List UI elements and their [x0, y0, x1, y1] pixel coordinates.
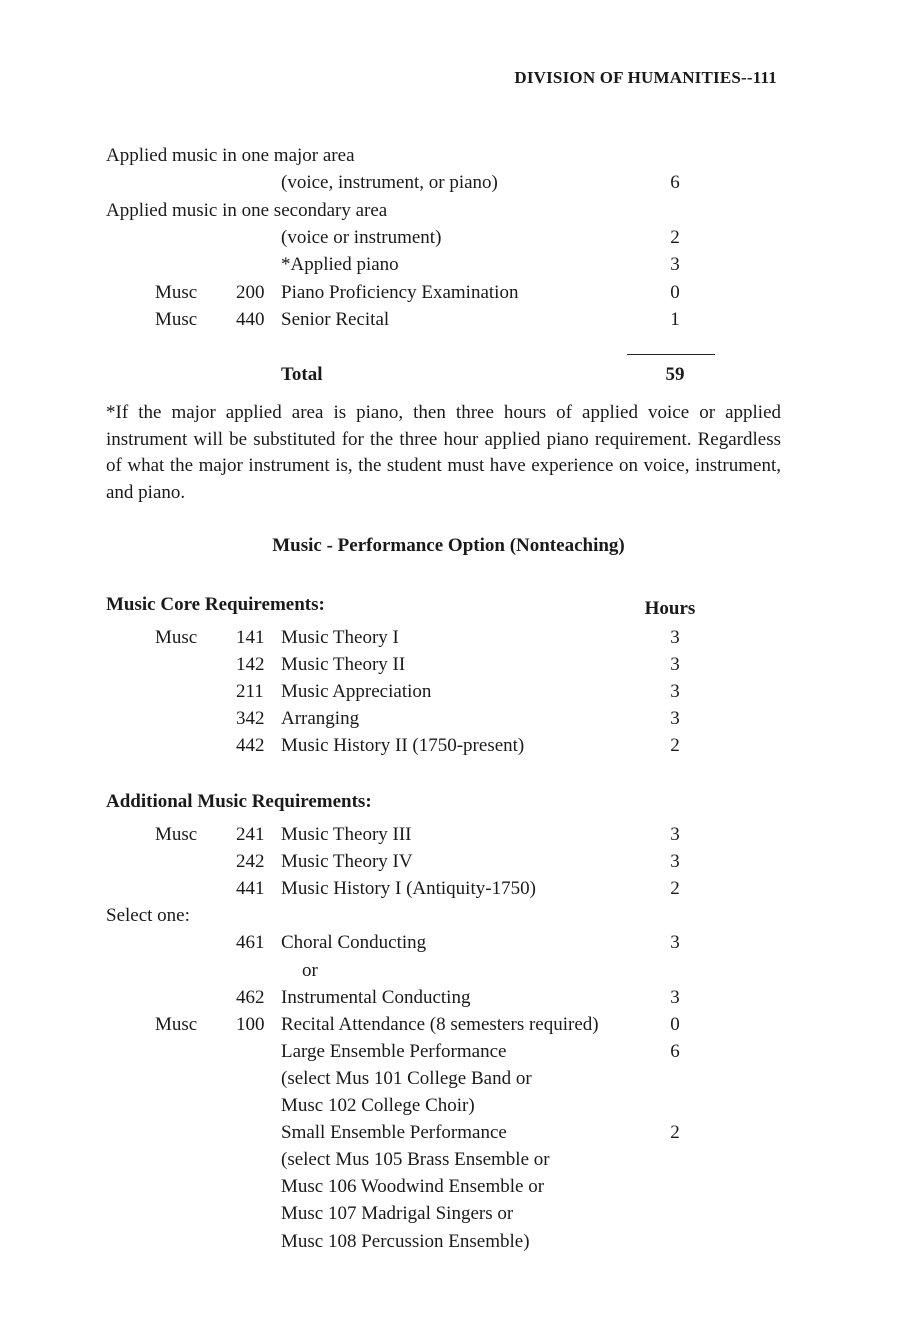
course-number: 462: [236, 986, 265, 1008]
table-row: [0, 1201, 897, 1227]
course-hours: 3: [670, 254, 680, 276]
course-title: (voice, instrument, or piano): [281, 172, 498, 194]
course-hours: 3: [670, 986, 680, 1008]
table-row: [0, 822, 897, 848]
or-separator: or: [302, 959, 318, 981]
course-title: Arranging: [281, 708, 360, 729]
course-title: Music Theory II: [281, 654, 406, 675]
table-row: [0, 1039, 897, 1065]
total-row: [0, 362, 897, 388]
course-hours: 6: [670, 1040, 680, 1062]
course-hours: 2: [670, 735, 680, 756]
course-hours: 6: [670, 172, 680, 194]
course-hours: 3: [670, 851, 680, 873]
table-row: [0, 1174, 897, 1200]
core-requirements-title: Music Core Requirements:: [106, 594, 325, 615]
course-hours: 0: [670, 281, 680, 303]
table-row: [0, 225, 897, 251]
course-dept: Musc: [155, 824, 198, 845]
course-hours: 2: [670, 226, 680, 248]
additional-requirements-title: Additional Music Requirements:: [106, 791, 372, 812]
table-row: [0, 1093, 897, 1119]
row-label: Select one:: [106, 905, 190, 927]
table-row: [0, 1120, 897, 1146]
course-title: *Applied piano: [281, 254, 399, 276]
course-hours: 3: [670, 708, 680, 729]
page-header: DIVISION OF HUMANITIES--111: [514, 68, 777, 87]
total-label: Total: [281, 364, 323, 385]
course-number: 441: [236, 878, 265, 900]
course-number: 442: [236, 735, 265, 756]
course-title: Musc 107 Madrigal Singers or: [281, 1203, 514, 1225]
table-row: [0, 652, 897, 678]
course-hours: 3: [670, 654, 680, 675]
course-number: 461: [236, 932, 265, 954]
course-hours: 3: [670, 932, 680, 954]
course-title: Music Theory IV: [281, 851, 413, 873]
course-title: Music Theory III: [281, 824, 412, 845]
course-dept: Musc: [155, 1013, 198, 1035]
table-row: [0, 1229, 897, 1255]
table-row: [0, 307, 897, 333]
total-hours: 59: [665, 364, 685, 385]
course-title: Musc 108 Percussion Ensemble): [281, 1230, 530, 1252]
course-number: 142: [236, 654, 265, 675]
table-row: [0, 876, 897, 902]
table-row: [0, 706, 897, 732]
course-title: Small Ensemble Performance: [281, 1122, 507, 1144]
course-title: (voice or instrument): [281, 226, 442, 248]
course-title: Choral Conducting: [281, 932, 427, 954]
course-title: (select Mus 101 College Band or: [281, 1067, 532, 1089]
course-title: (select Mus 105 Brass Ensemble or: [281, 1149, 550, 1171]
course-title: Recital Attendance (8 semesters required): [281, 1013, 599, 1035]
course-dept: Musc: [155, 308, 198, 330]
course-hours: 3: [670, 627, 680, 648]
table-row: [0, 198, 897, 224]
course-number: 211: [236, 681, 264, 702]
table-row: [0, 930, 897, 956]
row-label: Applied music in one major area: [106, 145, 355, 166]
row-label: Applied music in one secondary area: [106, 199, 388, 221]
table-row: [0, 1066, 897, 1092]
table-row: [0, 625, 897, 651]
course-title: Musc 102 College Choir): [281, 1095, 475, 1116]
course-number: 440: [236, 308, 265, 330]
table-row: [0, 252, 897, 278]
course-hours: 2: [670, 878, 680, 900]
course-number: 242: [236, 851, 265, 873]
table-row: [0, 170, 897, 196]
table-row: [0, 1012, 897, 1038]
course-title: Music History II (1750-present): [281, 735, 525, 756]
course-number: 241: [236, 824, 265, 845]
table-row: [0, 1147, 897, 1173]
course-title: Instrumental Conducting: [281, 986, 471, 1008]
section-title: Music - Performance Option (Nonteaching): [272, 535, 625, 556]
course-hours: 2: [670, 1122, 680, 1144]
course-hours: 0: [670, 1013, 680, 1035]
course-number: 342: [236, 708, 265, 729]
course-title: Music Theory I: [281, 627, 399, 648]
course-number: 200: [236, 281, 265, 303]
course-title: Senior Recital: [281, 308, 390, 330]
course-title: Music Appreciation: [281, 681, 432, 702]
course-title: Large Ensemble Performance: [281, 1040, 507, 1062]
course-number: 100: [236, 1013, 265, 1035]
course-hours: 1: [670, 308, 680, 330]
table-row: [0, 985, 897, 1011]
table-row: [0, 679, 897, 705]
table-row: [0, 849, 897, 875]
course-dept: Musc: [155, 627, 198, 648]
table-row: [0, 958, 897, 984]
total-rule: [627, 354, 715, 355]
course-hours: 3: [670, 681, 680, 702]
course-title: Music History I (Antiquity-1750): [281, 878, 536, 900]
footnote: *If the major applied area is piano, then three hours of applied voice or applied instrument will be substituted for the three hour applied piano requirement. Regardless of what the major instrument is, the student must have experience on voice, instrument, and piano.: [106, 402, 781, 503]
course-title: Musc 106 Woodwind Ensemble or: [281, 1176, 545, 1198]
course-title: Piano Proficiency Examination: [281, 281, 519, 303]
course-dept: Musc: [155, 281, 198, 303]
table-row: [0, 903, 897, 929]
table-row: [0, 280, 897, 306]
table-row: [0, 143, 897, 169]
table-row: [0, 733, 897, 759]
course-hours: 3: [670, 824, 680, 845]
hours-heading: Hours: [644, 598, 696, 619]
course-number: 141: [236, 627, 265, 648]
